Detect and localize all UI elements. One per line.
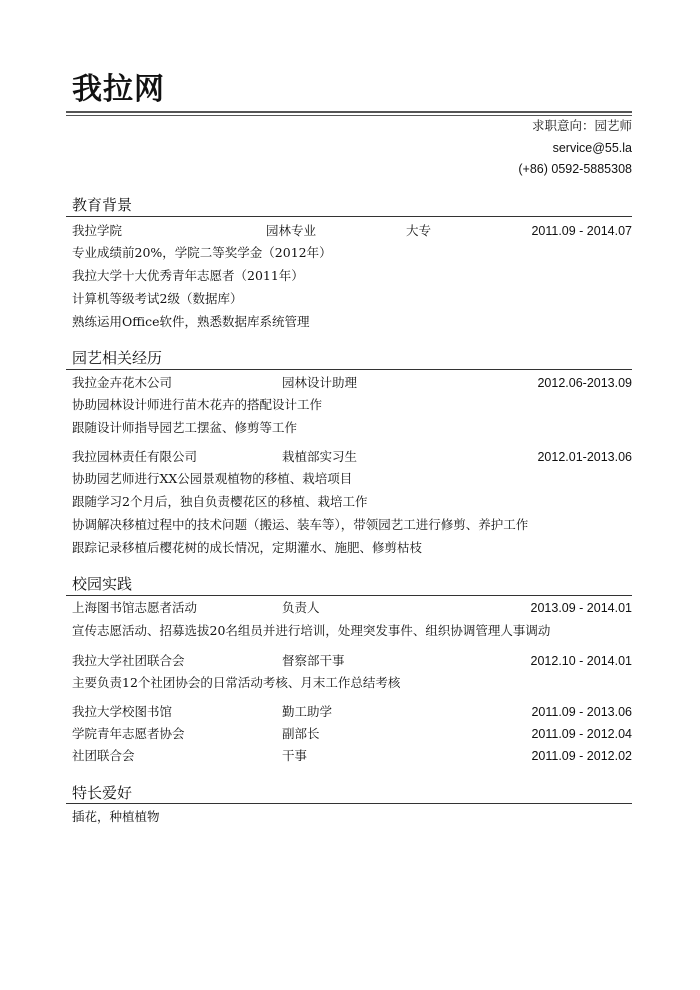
education-date: 2011.09 - 2014.07 bbox=[531, 224, 632, 238]
education-detail: 专业成绩前20%，学院二等奖学金（2012年） bbox=[72, 245, 332, 260]
organization: 我拉大学校图书馆 bbox=[72, 704, 173, 719]
campus-detail: 宣传志愿活动、招募选拔20名组员并进行培训，处理突发事件、组织协调管理人事调动 bbox=[72, 623, 551, 638]
company: 我拉园林责任有限公司 bbox=[72, 449, 198, 464]
campus-row bbox=[72, 747, 632, 765]
email[interactable]: service@55.la bbox=[552, 141, 632, 155]
job-row bbox=[72, 448, 632, 466]
candidate-name: 我拉网 bbox=[72, 72, 165, 107]
campus-detail: 主要负责12个社团协会的日常活动考核、月末工作总结考核 bbox=[72, 675, 401, 690]
job-detail: 跟随设计师指导园艺工摆盆、修剪等工作 bbox=[72, 420, 298, 435]
organization: 上海图书馆志愿者活动 bbox=[72, 600, 198, 615]
education-row bbox=[72, 222, 632, 240]
campus-date: 2011.09 - 2012.04 bbox=[531, 727, 632, 741]
section-title-experience: 园艺相关经历 bbox=[72, 349, 163, 367]
degree: 大专 bbox=[406, 223, 432, 238]
campus-date: 2013.09 - 2014.01 bbox=[530, 601, 632, 615]
section-rule-education bbox=[66, 216, 632, 217]
job-detail: 协助园艺师进行XX公园景观植物的移植、栽培项目 bbox=[72, 471, 353, 486]
role: 勤工助学 bbox=[282, 704, 333, 719]
education-detail: 我拉大学十大优秀青年志愿者（2011年） bbox=[72, 268, 304, 283]
role: 副部长 bbox=[282, 726, 320, 741]
section-title-education: 教育背景 bbox=[72, 196, 133, 214]
role: 园林设计助理 bbox=[282, 375, 358, 390]
job-detail: 跟踪记录移植后樱花树的成长情况，定期灌水、施肥、修剪枯枝 bbox=[72, 540, 423, 555]
job-detail: 跟随学习2个月后，独自负责樱花区的移植、栽培工作 bbox=[72, 494, 368, 509]
job-date: 2012.06-2013.09 bbox=[537, 376, 632, 390]
campus-date: 2011.09 - 2012.02 bbox=[531, 749, 632, 763]
education-detail: 熟练运用Office软件，熟悉数据库系统管理 bbox=[72, 314, 310, 329]
section-rule-experience bbox=[66, 369, 632, 370]
company: 我拉金卉花木公司 bbox=[72, 375, 173, 390]
job-date: 2012.01-2013.06 bbox=[537, 450, 632, 464]
campus-date: 2012.10 - 2014.01 bbox=[530, 654, 632, 668]
campus-row bbox=[72, 703, 632, 721]
campus-row bbox=[72, 599, 632, 617]
section-rule-hobbies bbox=[66, 803, 632, 804]
campus-date: 2011.09 - 2013.06 bbox=[531, 705, 632, 719]
role: 负责人 bbox=[282, 600, 320, 615]
role: 督察部干事 bbox=[282, 653, 345, 668]
major: 园林专业 bbox=[266, 223, 317, 238]
job-row bbox=[72, 374, 632, 392]
job-intent: 求职意向：园艺师 bbox=[531, 118, 632, 133]
role: 栽植部实习生 bbox=[282, 449, 358, 464]
header-rule-thick bbox=[66, 111, 632, 113]
section-rule-campus bbox=[66, 595, 632, 596]
job-detail: 协调解决移植过程中的技术问题（搬运、装车等），带领园艺工进行修剪、养护工作 bbox=[72, 517, 529, 532]
section-title-hobbies: 特长爱好 bbox=[72, 784, 133, 802]
header-rule-thin bbox=[66, 115, 632, 116]
hobbies-text: 插花，种植植物 bbox=[72, 809, 160, 824]
campus-row bbox=[72, 725, 632, 743]
section-title-campus: 校园实践 bbox=[72, 575, 133, 593]
organization: 我拉大学社团联合会 bbox=[72, 653, 185, 668]
job-detail: 协助园林设计师进行苗木花卉的搭配设计工作 bbox=[72, 397, 323, 412]
organization: 社团联合会 bbox=[72, 748, 135, 763]
education-detail: 计算机等级考试2级（数据库） bbox=[72, 291, 243, 306]
phone: (+86) 0592-5885308 bbox=[518, 162, 632, 176]
school: 我拉学院 bbox=[72, 223, 123, 238]
role: 干事 bbox=[282, 748, 308, 763]
organization: 学院青年志愿者协会 bbox=[72, 726, 185, 741]
campus-row bbox=[72, 652, 632, 670]
